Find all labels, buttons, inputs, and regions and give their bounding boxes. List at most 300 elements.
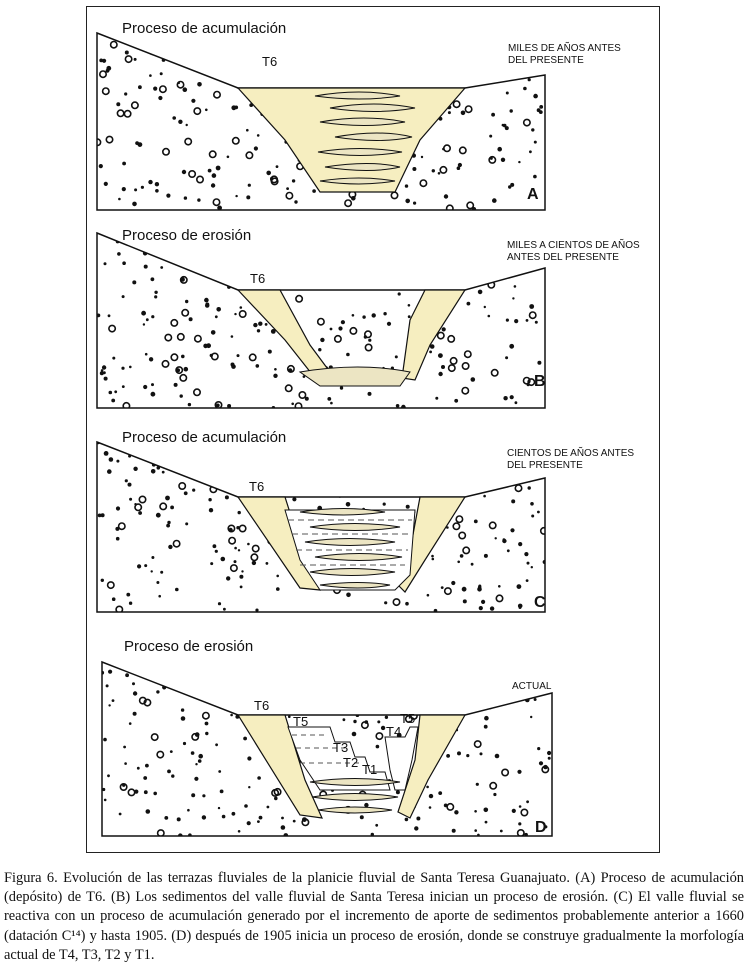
gravel-particle: [181, 708, 184, 711]
gravel-particle: [292, 497, 296, 501]
gravel-particle: [149, 74, 152, 77]
gravel-particle: [112, 659, 116, 663]
gravel-particle: [473, 668, 478, 673]
gravel-particle: [191, 751, 195, 755]
gravel-particle: [226, 64, 232, 70]
panel-a-era-line1: MILES DE AÑOS ANTES: [508, 43, 621, 54]
gravel-particle: [207, 55, 211, 59]
gravel-particle: [382, 711, 385, 714]
gravel-particle: [161, 446, 167, 452]
gravel-particle: [156, 513, 161, 518]
gravel-particle: [526, 579, 529, 582]
gravel-particle: [164, 816, 168, 820]
gravel-particle: [547, 751, 551, 755]
gravel-particle: [493, 793, 496, 796]
gravel-particle: [122, 162, 126, 166]
gravel-particle: [529, 668, 533, 672]
gravel-particle: [425, 461, 428, 464]
gravel-particle: [288, 687, 294, 693]
gravel-particle: [143, 776, 147, 780]
gravel-particle: [387, 471, 391, 475]
gravel-particle: [364, 335, 367, 338]
gravel-particle: [242, 47, 245, 50]
gravel-particle: [289, 487, 292, 490]
gravel-particle: [386, 245, 389, 248]
gravel-particle: [521, 692, 524, 695]
gravel-particle: [281, 817, 284, 820]
gravel-particle: [442, 695, 445, 698]
gravel-particle: [510, 395, 514, 399]
gravel-particle: [506, 319, 509, 322]
gravel-particle: [463, 72, 466, 75]
gravel-particle: [518, 822, 521, 825]
gravel-particle: [408, 315, 411, 318]
gravel-particle: [533, 175, 537, 179]
gravel-particle: [167, 255, 170, 258]
gravel-particle: [243, 659, 246, 662]
gravel-particle: [257, 74, 260, 77]
gravel-particle: [202, 815, 206, 819]
gravel-particle: [413, 202, 416, 205]
gravel-particle: [108, 314, 111, 317]
gravel-particle: [240, 586, 243, 589]
gravel-particle: [243, 704, 249, 710]
gravel-particle: [312, 189, 316, 193]
gravel-particle: [507, 234, 510, 237]
gravel-particle: [155, 189, 159, 193]
gravel-particle: [210, 695, 215, 700]
gravel-particle: [502, 462, 505, 465]
gravel-particle: [427, 594, 430, 597]
gravel-particle: [493, 37, 496, 40]
gravel-particle: [382, 249, 385, 252]
gravel-particle: [329, 489, 332, 492]
gravel-particle: [104, 262, 107, 265]
gravel-particle: [226, 689, 230, 693]
gravel-particle: [539, 761, 543, 765]
gravel-particle: [325, 697, 328, 700]
gravel-particle: [231, 335, 234, 338]
gravel-particle: [471, 563, 474, 566]
gravel-particle: [187, 809, 190, 812]
gravel-particle: [457, 166, 461, 170]
gravel-particle: [235, 473, 239, 477]
gravel-particle: [195, 763, 197, 765]
gravel-particle: [148, 662, 151, 665]
gravel-particle: [243, 56, 246, 59]
gravel-particle: [149, 357, 153, 361]
gravel-particle: [252, 42, 258, 48]
gravel-particle: [461, 111, 466, 116]
gravel-particle: [528, 78, 531, 81]
gravel-particle: [438, 791, 442, 795]
gravel-particle: [168, 545, 172, 549]
gravel-particle: [128, 659, 131, 662]
gravel-particle: [286, 187, 289, 190]
gravel-particle: [416, 469, 419, 472]
gravel-particle: [111, 399, 115, 403]
gravel-particle: [493, 475, 496, 478]
gravel-particle: [125, 673, 129, 677]
gravel-particle: [168, 248, 173, 253]
gravel-particle: [220, 790, 224, 794]
gravel-particle: [274, 78, 276, 80]
gravel-particle: [491, 113, 495, 117]
gravel-particle: [129, 722, 132, 725]
gravel-particle: [291, 673, 294, 676]
gravel-particle: [484, 554, 488, 558]
gravel-particle: [518, 604, 523, 609]
gravel-particle: [421, 156, 423, 158]
gravel-particle: [241, 570, 243, 572]
gravel-particle: [420, 281, 424, 285]
gravel-particle: [314, 44, 320, 50]
gravel-particle: [337, 231, 343, 237]
gravel-particle: [330, 402, 333, 405]
gravel-particle: [243, 737, 247, 741]
gravel-particle: [506, 92, 509, 95]
gravel-particle: [235, 452, 239, 456]
gravel-particle: [218, 61, 221, 64]
gravel-particle: [463, 599, 467, 603]
gravel-particle: [286, 669, 289, 672]
gravel-particle: [210, 562, 213, 565]
gravel-particle: [165, 496, 170, 501]
gravel-particle: [276, 587, 280, 591]
panel-d-t6-label: T6: [254, 698, 270, 713]
gravel-particle: [215, 550, 218, 553]
gravel-particle: [239, 575, 243, 579]
gravel-particle: [342, 707, 346, 711]
gravel-particle: [171, 774, 174, 777]
gravel-particle: [180, 277, 185, 282]
gravel-particle: [175, 588, 179, 592]
gravel-particle: [537, 511, 540, 514]
gravel-particle: [122, 385, 125, 388]
gravel-particle: [137, 564, 141, 568]
gravel-particle: [442, 472, 448, 478]
gravel-particle: [372, 480, 376, 484]
panel-d: [101, 638, 553, 838]
gravel-particle: [313, 708, 317, 712]
panel-d-t3-label: T3: [333, 740, 349, 755]
gravel-particle: [197, 82, 202, 87]
gravel-particle: [451, 581, 455, 585]
gravel-particle: [156, 581, 159, 584]
gravel-particle: [151, 469, 156, 474]
gravel-particle: [238, 830, 241, 833]
gravel-particle: [259, 257, 263, 261]
gravel-particle: [230, 456, 233, 459]
gravel-particle: [395, 355, 398, 358]
gravel-particle: [141, 186, 144, 189]
gravel-particle: [178, 82, 180, 84]
gravel-particle: [133, 712, 137, 716]
gravel-particle: [262, 75, 265, 78]
gravel-particle: [400, 673, 405, 678]
gravel-particle: [284, 833, 289, 838]
gravel-particle: [252, 43, 255, 46]
gravel-particle: [507, 696, 510, 699]
gravel-particle: [499, 47, 502, 50]
gravel-particle: [405, 263, 410, 268]
gravel-particle: [429, 351, 432, 354]
gravel-particle: [474, 520, 478, 524]
gravel-particle: [410, 443, 415, 448]
gravel-particle: [226, 576, 230, 580]
gravel-particle: [442, 148, 445, 151]
gravel-particle: [144, 564, 147, 567]
gravel-particle: [468, 259, 474, 265]
gravel-particle: [272, 78, 278, 84]
gravel-particle: [135, 141, 139, 145]
gravel-particle: [273, 374, 277, 378]
gravel-particle: [541, 234, 545, 238]
gravel-particle: [457, 561, 460, 564]
gravel-particle: [188, 403, 191, 406]
gravel-particle: [211, 330, 216, 335]
gravel-particle: [148, 180, 152, 184]
gravel-particle: [194, 777, 198, 781]
gravel-particle: [155, 182, 159, 186]
gravel-particle: [270, 478, 273, 481]
gravel-particle: [275, 469, 281, 475]
gravel-particle: [192, 489, 195, 492]
gravel-particle: [283, 284, 287, 288]
gravel-particle: [362, 54, 366, 58]
gravel-particle: [109, 391, 113, 395]
gravel-particle: [474, 810, 477, 813]
gravel-particle: [318, 348, 321, 351]
gravel-particle: [102, 365, 106, 369]
gravel-particle: [469, 241, 475, 247]
gravel-particle: [387, 322, 391, 326]
gravel-particle: [116, 506, 120, 510]
gravel-particle: [515, 73, 518, 76]
gravel-particle: [492, 198, 497, 203]
gravel-particle: [134, 790, 138, 794]
gravel-particle: [214, 71, 217, 74]
gravel-particle: [534, 141, 537, 144]
gravel-particle: [182, 685, 187, 690]
gravel-particle: [236, 526, 239, 529]
gravel-particle: [281, 476, 284, 479]
gravel-particle: [485, 679, 491, 685]
panel-d-t4-label: T4: [386, 724, 402, 739]
gravel-particle: [326, 464, 330, 468]
gravel-particle: [327, 397, 331, 401]
gravel-particle: [430, 260, 436, 266]
gravel-particle: [515, 401, 518, 404]
gravel-particle: [235, 250, 241, 256]
gravel-particle: [292, 229, 298, 235]
gravel-particle: [194, 687, 198, 691]
gravel-particle: [524, 833, 528, 837]
gravel-particle: [216, 166, 221, 171]
gravel-particle: [189, 52, 193, 56]
gravel-particle: [298, 261, 302, 265]
gravel-particle: [376, 745, 380, 749]
gravel-particle: [543, 765, 547, 769]
gravel-particle: [381, 726, 385, 730]
gravel-particle: [230, 714, 233, 717]
gravel-particle: [306, 81, 310, 85]
gravel-particle: [212, 694, 216, 698]
gravel-particle: [166, 524, 170, 528]
gravel-particle: [209, 508, 213, 512]
gravel-particle: [184, 491, 188, 495]
gravel-particle: [293, 820, 296, 823]
gravel-particle: [320, 338, 324, 342]
panel-d-t1-label: T1: [362, 762, 378, 777]
panel-b: [97, 227, 640, 409]
gravel-particle: [429, 806, 432, 809]
gravel-particle: [317, 33, 321, 37]
gravel-particle: [441, 586, 444, 589]
gravel-particle: [527, 562, 530, 565]
gravel-particle: [454, 399, 458, 403]
gravel-particle: [326, 260, 329, 263]
gravel-particle: [361, 663, 366, 668]
gravel-particle: [197, 686, 203, 692]
gravel-particle: [464, 452, 468, 456]
gravel-particle: [457, 751, 461, 755]
gravel-particle: [223, 252, 229, 258]
gravel-particle: [360, 815, 364, 819]
gravel-particle: [322, 686, 328, 692]
gravel-particle: [451, 690, 454, 693]
gravel-particle: [101, 671, 105, 675]
gravel-particle: [343, 718, 346, 721]
gravel-particle: [433, 33, 437, 37]
gravel-particle: [484, 306, 486, 308]
gravel-particle: [240, 306, 243, 309]
gravel-particle: [336, 79, 339, 82]
gravel-particle: [315, 660, 319, 664]
gravel-particle: [123, 746, 126, 749]
gravel-particle: [198, 60, 201, 63]
gravel-particle: [266, 664, 270, 668]
gravel-particle: [217, 206, 222, 211]
gravel-particle: [480, 752, 483, 755]
gravel-particle: [416, 817, 420, 821]
gravel-particle: [517, 584, 522, 589]
gravel-particle: [288, 267, 294, 273]
gravel-particle: [122, 261, 126, 265]
gravel-particle: [208, 498, 211, 501]
gravel-particle: [432, 169, 435, 172]
panel-b-t6-label: T6: [250, 271, 266, 286]
gravel-particle: [531, 515, 534, 518]
gravel-particle: [255, 609, 258, 612]
gravel-particle: [189, 317, 193, 321]
gravel-particle: [377, 481, 380, 484]
gravel-particle: [488, 249, 493, 254]
gravel-particle: [247, 543, 250, 546]
gravel-particle: [205, 38, 208, 41]
gravel-particle: [338, 326, 342, 330]
panel-c-era-line2: DEL PRESENTE: [507, 460, 583, 471]
gravel-particle: [114, 390, 117, 393]
gravel-particle: [223, 608, 226, 611]
gravel-particle: [519, 805, 522, 808]
gravel-particle: [297, 487, 301, 491]
gravel-particle: [452, 449, 456, 453]
gravel-particle: [495, 754, 500, 759]
gravel-particle: [471, 447, 477, 453]
gravel-particle: [548, 757, 551, 760]
gravel-particle: [293, 60, 297, 64]
gravel-particle: [257, 776, 261, 780]
gravel-particle: [183, 742, 186, 745]
gravel-particle: [185, 300, 188, 303]
gravel-particle: [257, 329, 260, 332]
panel-a: [94, 20, 621, 212]
panel-d-letter: D: [535, 819, 547, 836]
gravel-particle: [529, 304, 534, 309]
figure-caption: [4, 869, 744, 965]
gravel-particle: [215, 315, 218, 318]
gravel-particle: [107, 774, 110, 777]
gravel-particle: [288, 715, 291, 718]
caption-line-4: de sedimentos probablemente anterior a 1660 (datación C¹⁴) y hasta 1905. (D) después de 1905 inicia un: [4, 908, 744, 944]
gravel-particle: [420, 474, 423, 477]
gravel-particle: [103, 738, 107, 742]
gravel-particle: [530, 502, 534, 506]
gravel-particle: [340, 386, 343, 389]
gravel-particle: [422, 283, 425, 286]
gravel-particle: [317, 38, 321, 42]
gravel-particle: [445, 482, 451, 488]
gravel-particle: [458, 239, 462, 243]
gravel-particle: [452, 829, 456, 833]
caption-line-1: Figura 6. Evolución de las terrazas fluviales de la planicie fluvial de Santa Teresa Guanajuato. (A) Proceso: [4, 870, 647, 886]
gravel-particle: [455, 457, 458, 460]
gravel-particle: [153, 792, 157, 796]
gravel-particle: [205, 722, 209, 726]
gravel-particle: [225, 495, 229, 499]
gravel-particle: [305, 50, 310, 55]
gravel-particle: [356, 255, 359, 258]
gravel-particle: [273, 663, 277, 667]
gravel-particle: [514, 319, 518, 323]
gravel-particle: [232, 812, 236, 816]
gravel-particle: [216, 307, 221, 312]
gravel-particle: [215, 743, 218, 746]
gravel-particle: [284, 465, 290, 471]
gravel-particle: [475, 32, 481, 38]
gravel-particle: [347, 487, 350, 490]
gravel-particle: [257, 820, 260, 823]
gravel-particle: [350, 67, 354, 71]
gravel-particle: [258, 322, 262, 326]
gravel-particle: [479, 606, 483, 610]
gravel-particle: [191, 793, 195, 797]
gravel-particle: [152, 667, 155, 670]
gravel-particle: [103, 371, 106, 374]
caption-line-5: proceso de erosión, donde se construye gradualmente la morfología actual de T4, T3, T2 y T1.: [4, 927, 744, 963]
gravel-particle: [108, 670, 112, 674]
gravel-particle: [206, 265, 209, 268]
gravel-particle: [423, 78, 427, 82]
gravel-particle: [221, 557, 226, 562]
gravel-particle: [409, 484, 412, 487]
gravel-particle: [132, 280, 136, 284]
gravel-particle: [493, 468, 496, 471]
gravel-particle: [426, 786, 429, 789]
gravel-particle: [191, 99, 195, 103]
gravel-particle: [518, 161, 520, 163]
